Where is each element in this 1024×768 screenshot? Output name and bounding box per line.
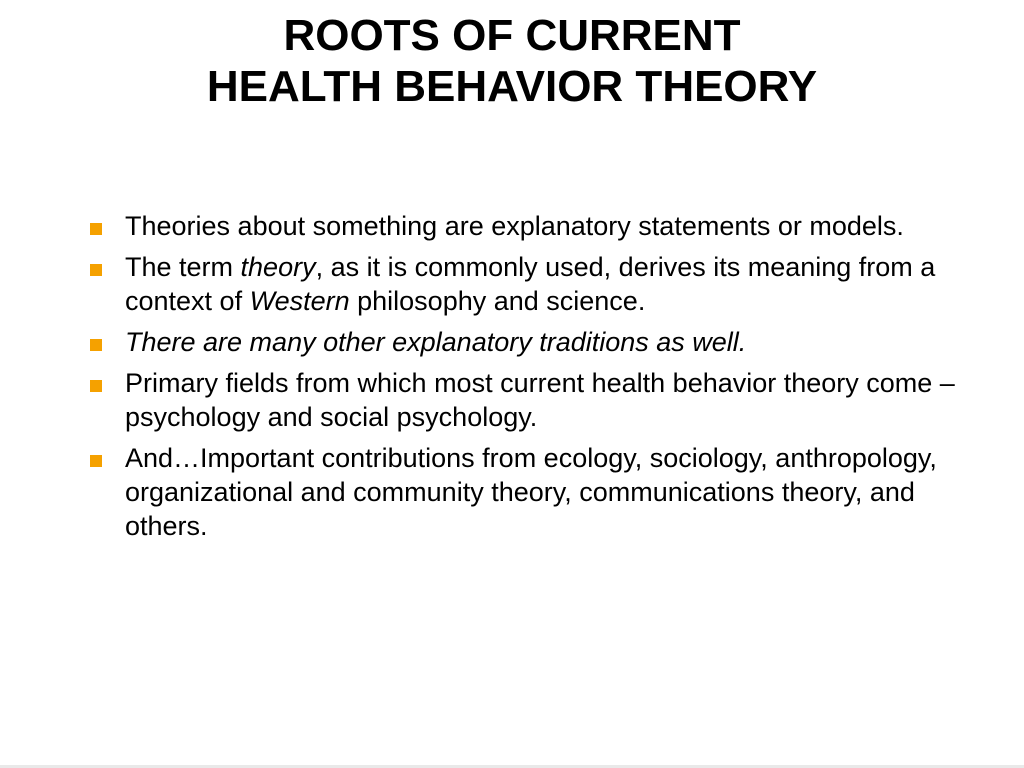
square-bullet-icon [90,380,102,392]
bullet-item [88,250,968,318]
bullet-item [88,325,968,359]
bullet-italic-term: Western [249,286,350,316]
bullet-item [88,366,968,434]
bullet-italic-term: theory [240,252,316,282]
title-line-2: HEALTH BEHAVIOR THEORY [206,62,818,111]
bullet-item [88,209,968,243]
bullet-italic-text: There are many other explanatory traditions as well. [125,327,747,357]
title-line-1: ROOTS OF CURRENT [283,11,741,60]
bullet-item [88,441,968,543]
square-bullet-icon [90,223,102,235]
bullet-text-part: The term [125,252,241,282]
bullet-text: Theories about something are explanatory statements or models. [125,211,904,241]
slide-title [0,10,1024,112]
bullet-list [88,209,968,550]
bullet-text-part: philosophy and science. [349,286,646,316]
square-bullet-icon [90,455,102,467]
bullet-text: And…Important contributions from ecology, sociology, anthropology, organizational and community theory, communications theory, and others. [125,443,937,541]
square-bullet-icon [90,339,102,351]
bullet-text: Primary fields from which most current health behavior theory come – psychology and social psychology. [125,368,955,432]
square-bullet-icon [90,264,102,276]
bullet-text-part: , as it is commonly used, derives its meaning from a context of [125,252,936,316]
